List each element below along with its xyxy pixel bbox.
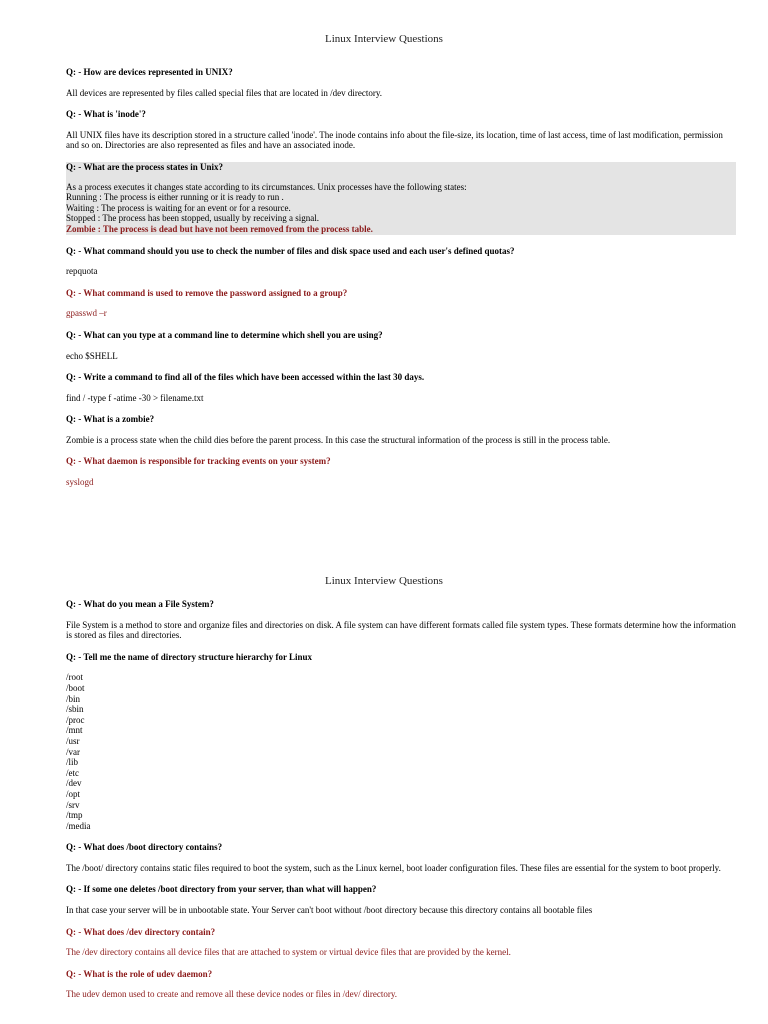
qa-item [66,109,736,151]
directory-item: /etc [66,767,79,778]
answer-line: Waiting : The process is waiting for an event or for a resource. [66,202,291,213]
page-header: Linux Interview Questions [325,33,443,45]
answer-line: Running : The process is either running or it is ready to run . [66,192,284,203]
question: Q: - Tell me the name of directory structure hierarchy for Linux [66,651,313,662]
question: Q: - What do you mean a File System? [66,599,214,609]
question: Q: - If some one deletes /boot directory from your server, than what will happen? [66,884,377,895]
directory-item: /boot [66,682,85,693]
answer: The /boot/ directory contains static files required to boot the system, such as the Linux kernel, boot loader configuration files. These files are essential for the system to boot properly. [66,862,721,873]
directory-item: /proc [66,714,85,725]
answer-line: As a process executes it changes state according to its circumstances. Unix processes have the following states: [66,181,467,192]
answer: gpasswd –r [66,308,107,319]
directory-item: /media [66,820,91,831]
qa-item [66,246,736,277]
question: Q: - What is the role of udev daemon? [66,968,213,979]
directory-item: /bin [66,693,81,704]
qa-item [66,969,736,1000]
qa-item [66,599,736,641]
answer: echo $SHELL [66,350,118,361]
answer: find / -type f -atime -30 > filename.txt [66,392,204,403]
qa-item [66,330,736,361]
qa-item [66,67,736,98]
question: Q: - What is 'inode'? [66,109,146,120]
directory-item: /lib [66,757,79,768]
page-content [66,67,736,499]
question: Q: - What does /dev directory contain? [66,926,216,937]
question: Q: - What can you type at a command line to determine which shell you are using? [66,329,383,340]
answer: Zombie is a process state when the child dies before the parent process. In this case the structural information of the process is still in the process table. [66,434,611,445]
answer-line-zombie: Zombie : The process is dead but have not been removed from the process table. [66,223,373,234]
question: Q: - Write a command to find all of the files which have been accessed within the last 30 days. [66,372,425,383]
directory-list [66,672,736,831]
question: Q: - What command is used to remove the password assigned to a group? [66,287,348,298]
question: Q: - What are the process states in Unix? [66,161,223,172]
directory-item: /srv [66,799,80,810]
page-header: Linux Interview Questions [325,575,443,587]
question: Q: - How are devices represented in UNIX? [66,67,233,77]
question: Q: - What daemon is responsible for tracking events on your system? [66,456,331,467]
answer: syslogd [66,477,94,488]
answer: All UNIX files have its description stored in a structure called 'inode'. The inode contains info about the file-size, its location, time of last access, time of last modification, permission and so on. Directories are also represented as files and have an associated inode. [66,129,723,151]
directory-item: /dev [66,778,82,789]
qa-item [66,927,736,958]
page-content [66,599,736,1011]
answer-line: Stopped : The process has been stopped, usually by receiving a signal. [66,213,320,224]
question: Q: - What is a zombie? [66,414,155,425]
answer: repquota [66,266,98,277]
qa-item [66,414,736,445]
directory-item: /tmp [66,810,83,821]
directory-item: /opt [66,788,81,799]
answer: All devices are represented by files called special files that are located in /dev directory. [66,87,383,98]
directory-item: /sbin [66,704,84,715]
question: Q: - What command should you use to check the number of files and disk space used and each user's defined quotas? [66,245,515,256]
answer: The udev demon used to create and remove all these device nodes or files in /dev/ directory. [66,989,398,1000]
qa-item [66,884,736,915]
qa-item [66,456,736,487]
directory-item: /root [66,672,83,683]
directory-item: /usr [66,735,80,746]
question: Q: - What does /boot directory contains? [66,842,223,853]
answer: In that case your server will be in unbootable state. Your Server can't boot without /boot directory because this directory contains all bootable files [66,905,593,916]
directory-item: /var [66,746,80,757]
qa-item [66,372,736,403]
answer: File System is a method to store and organize files and directories on disk. A file system can have different formats called file system types. These formats determine how the information is stored as files and directories. [66,619,736,641]
directory-item: /mnt [66,725,83,736]
qa-item [66,842,736,873]
qa-item [66,288,736,319]
answer: The /dev directory contains all device files that are attached to system or virtual device files that are provided by the kernel. [66,947,511,958]
qa-item [66,652,736,832]
highlighted-qa-item [66,162,736,235]
